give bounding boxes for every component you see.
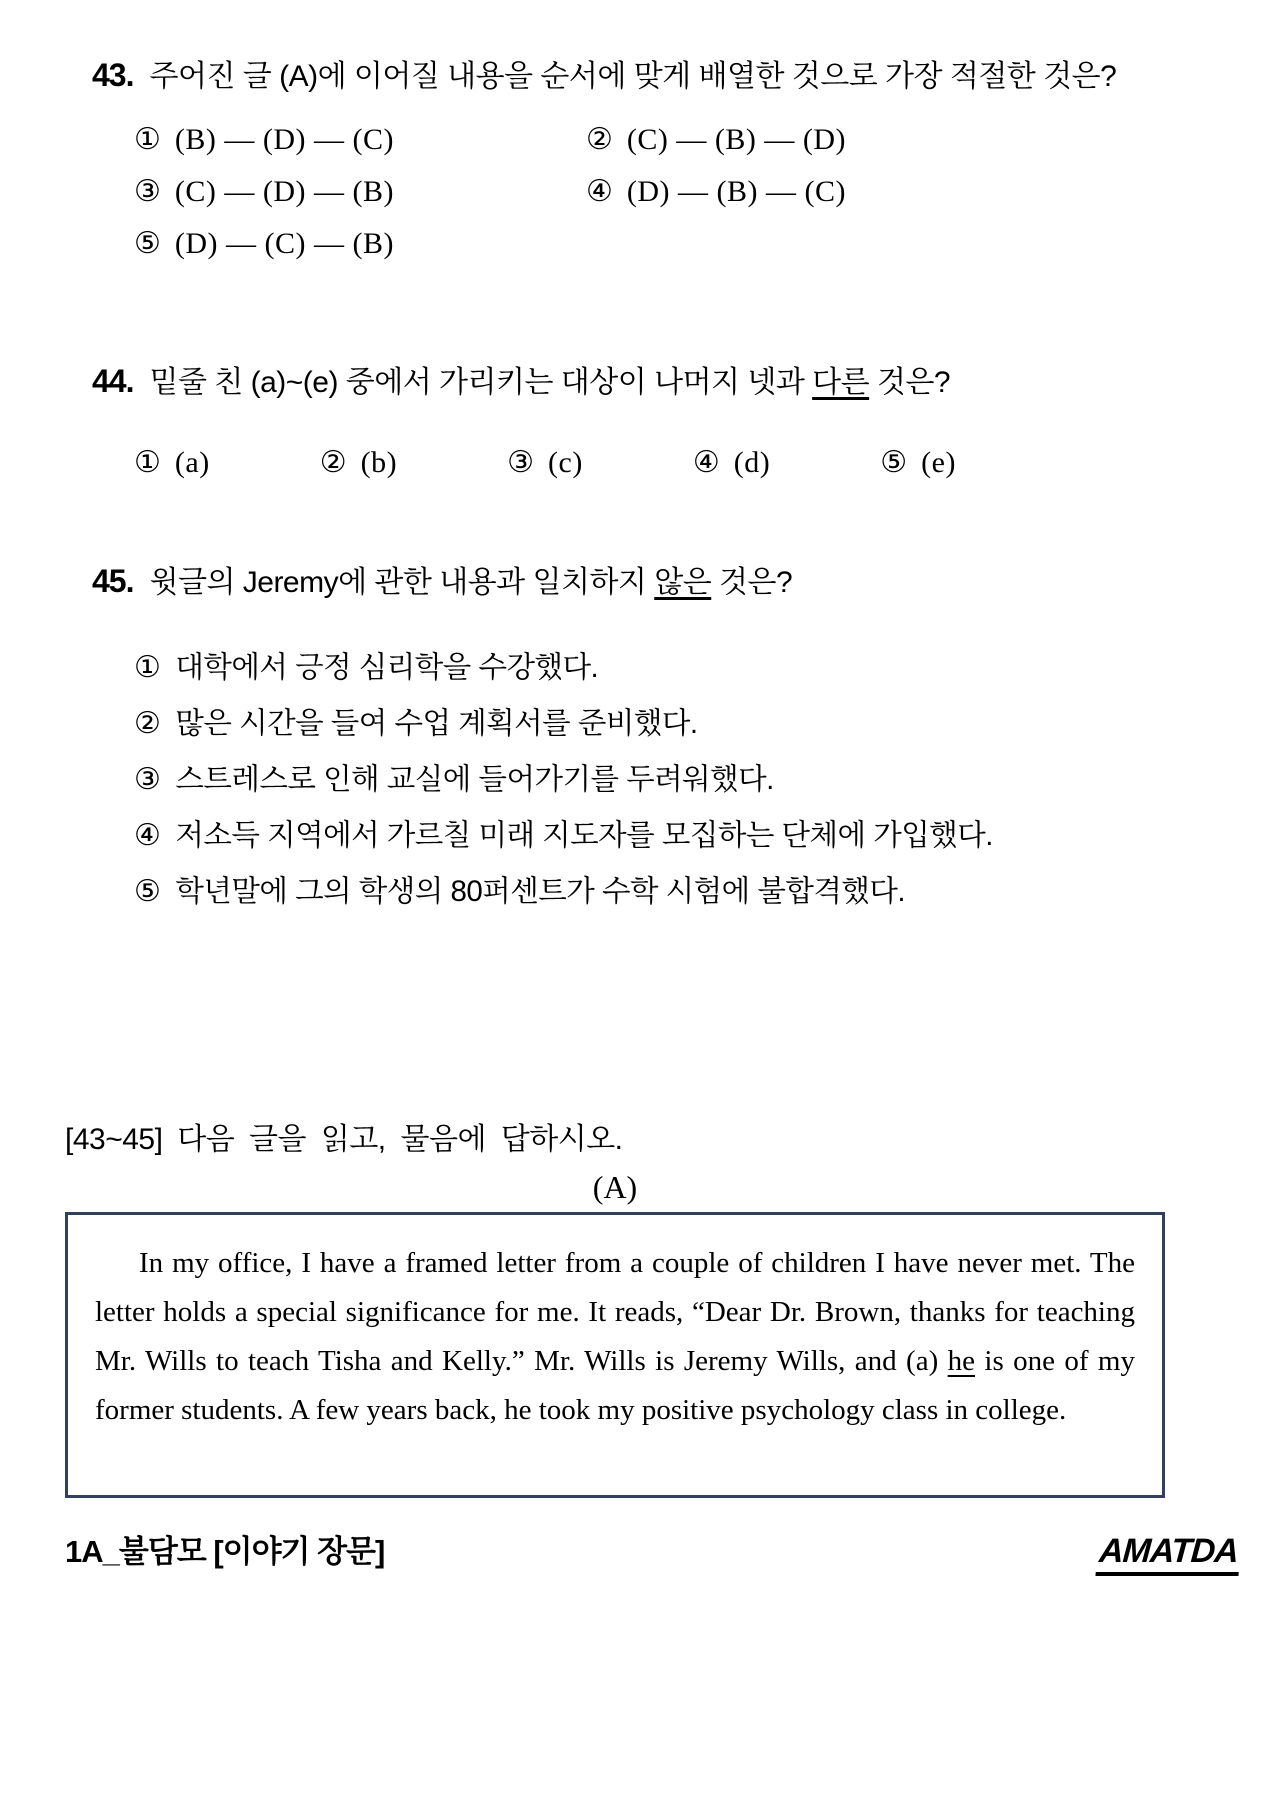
question-44-text-pre: 밑줄 친 (a)~(e) 중에서 가리키는 대상이 나머지 넷과 — [149, 366, 813, 399]
q44-option-2-marker: ② — [319, 446, 347, 479]
q44-option-3-text: (c) — [548, 446, 583, 479]
q43-option-2-text: (C) — (B) — (D) — [626, 123, 847, 156]
q43-option-3-marker: ③ — [134, 175, 161, 208]
q44-option-3 — [507, 438, 583, 488]
q43-options-row-1 — [134, 114, 1235, 166]
question-45-text-pre: 윗글의 Jeremy에 관한 내용과 일치하지 — [149, 566, 655, 599]
q45-option-4 — [134, 808, 1235, 864]
question-45-options — [134, 640, 1235, 920]
q45-option-1-text: 대학에서 긍정 심리학을 수강했다. — [175, 651, 599, 684]
q44-option-4 — [693, 438, 770, 488]
q45-option-1-marker: ① — [134, 651, 161, 684]
q43-option-5-marker: ⑤ — [134, 227, 161, 260]
q43-option-2 — [586, 114, 1038, 166]
q43-option-1-text: (B) — (D) — (C) — [174, 123, 395, 156]
question-43 — [46, 44, 1235, 270]
question-43-number: 43. — [92, 57, 134, 93]
question-43-header — [92, 44, 1136, 108]
q45-option-5 — [134, 864, 1235, 920]
question-45 — [46, 550, 1235, 920]
q44-option-4-marker: ④ — [692, 446, 720, 479]
question-44-text-underlined: 다른 — [812, 366, 870, 399]
question-45-text-post: 것은? — [711, 566, 793, 599]
passage-box — [65, 1212, 1165, 1498]
q45-option-3-text: 스트레스로 인해 교실에 들어가기를 두려워했다. — [175, 763, 774, 796]
q45-option-4-marker: ④ — [134, 819, 161, 852]
q43-option-4-marker: ④ — [586, 175, 613, 208]
q45-option-3-marker: ③ — [134, 763, 161, 796]
question-45-number: 45. — [92, 563, 134, 599]
question-45-text-underlined: 않은 — [654, 566, 712, 599]
q45-option-1 — [134, 640, 1235, 696]
q44-option-3-marker: ③ — [507, 446, 535, 479]
q45-option-2-marker: ② — [134, 707, 161, 740]
question-44-number: 44. — [92, 363, 134, 399]
q43-option-5-text: (D) — (C) — (B) — [174, 227, 395, 260]
passage-text-part2: is one of my former students. A few years back, he took my positive psychology class in college. — [95, 1345, 1135, 1426]
q44-option-1-text: (a) — [174, 446, 210, 479]
passage-section — [46, 1114, 1235, 1498]
passage-text-underlined: he — [947, 1345, 975, 1377]
q43-option-2-marker: ② — [586, 123, 613, 156]
q43-options-row-3 — [134, 218, 1235, 270]
q44-option-2 — [320, 438, 397, 488]
q44-option-2-text: (b) — [360, 446, 398, 479]
q45-option-4-text: 저소득 지역에서 가르칠 미래 지도자를 모집하는 단체에 가입했다. — [175, 819, 993, 852]
passage-instruction: [43~45] 다음 글을 읽고, 물음에 답하시오. — [65, 1123, 623, 1156]
q45-option-2-text: 많은 시간을 들여 수업 계획서를 준비했다. — [175, 707, 698, 740]
passage-text — [95, 1239, 1135, 1435]
q44-option-4-text: (d) — [733, 446, 771, 479]
q45-option-5-text: 학년말에 그의 학생의 80퍼센트가 수학 시험에 불합격했다. — [175, 875, 906, 908]
q43-option-1 — [134, 114, 586, 166]
q43-option-3 — [134, 166, 586, 218]
question-44-options — [134, 438, 956, 488]
q44-option-5-marker: ⑤ — [880, 446, 908, 479]
question-43-options — [134, 114, 1235, 270]
amatda-logo: AMATDA — [1096, 1532, 1242, 1576]
q44-option-1-marker: ① — [134, 446, 161, 479]
q43-option-3-text: (C) — (D) — (B) — [174, 175, 395, 208]
q45-option-3 — [134, 752, 1235, 808]
q43-option-5 — [134, 218, 586, 270]
q43-option-4 — [586, 166, 1038, 218]
question-43-text: 주어진 글 (A)에 이어질 내용을 순서에 맞게 배열한 것으로 가장 적절한 것은? — [149, 60, 1117, 93]
q44-option-5 — [880, 438, 956, 488]
q45-option-5-marker: ⑤ — [134, 875, 161, 908]
question-44 — [46, 350, 1235, 488]
page-footer — [65, 1526, 1240, 1576]
question-45-header — [92, 550, 1136, 614]
q43-option-1-marker: ① — [134, 123, 161, 156]
passage-text-part1: In my office, I have a framed letter from a couple of children I have never met. The letter holds a special significance for me. It reads, “Dear Dr. Brown, thanks for teaching Mr. Wills to teach Tisha and Kelly.” Mr. Wills is Jeremy Wills, and (a) — [95, 1247, 1135, 1377]
q44-option-1 — [134, 438, 210, 488]
footer-source-label: 1A_불담모 [이야기 장문] — [65, 1534, 385, 1569]
q44-option-5-text: (e) — [921, 446, 956, 479]
passage-label-A: (A) — [592, 1169, 638, 1205]
question-44-header — [92, 350, 1136, 414]
question-44-text-post: 것은? — [869, 366, 951, 399]
q45-option-2 — [134, 696, 1235, 752]
q43-options-row-2 — [134, 166, 1235, 218]
q43-option-4-text: (D) — (B) — (C) — [626, 175, 847, 208]
